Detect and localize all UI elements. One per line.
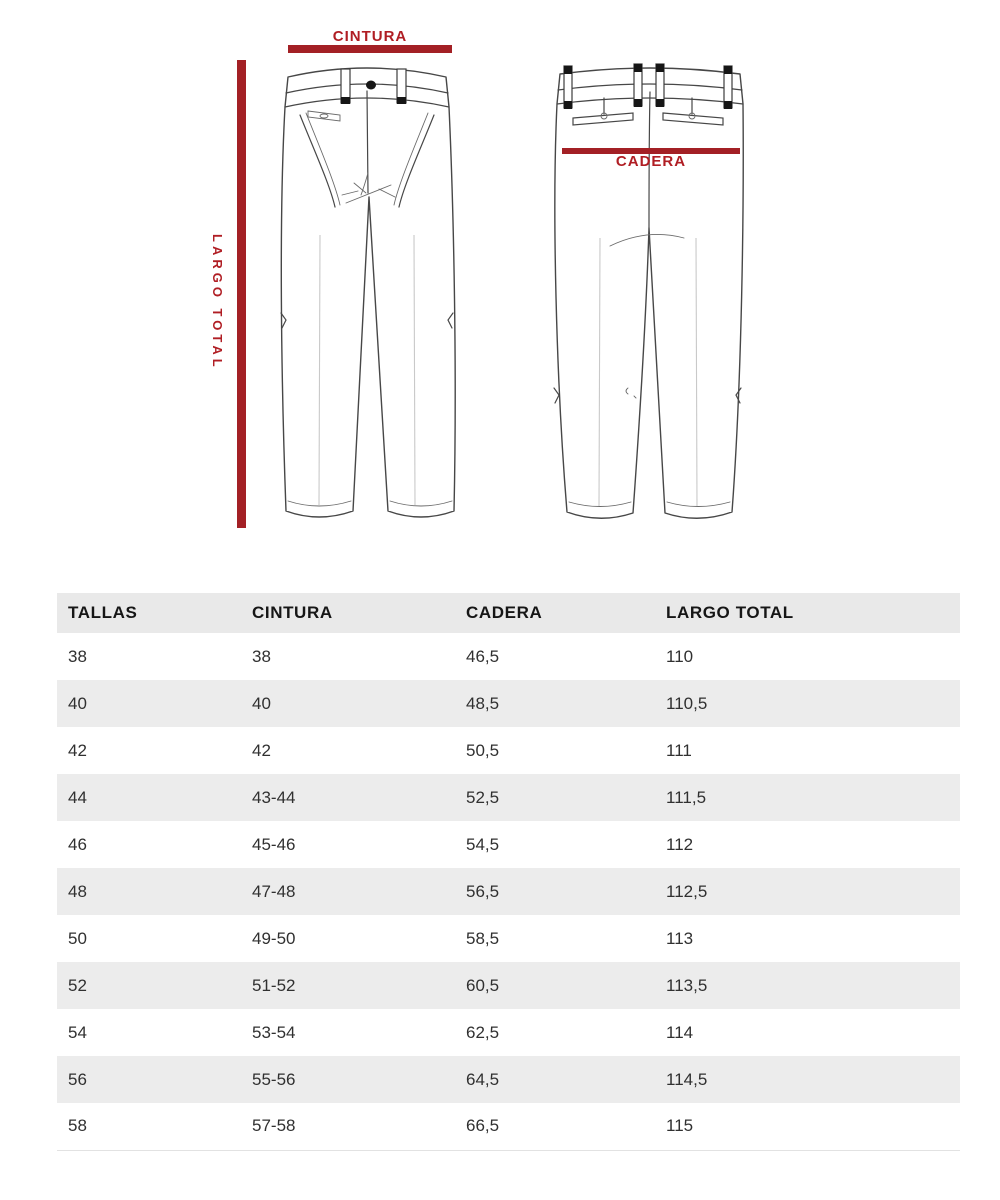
table-cell: 111 bbox=[666, 740, 692, 760]
table-row bbox=[57, 633, 960, 680]
cadera-measure-label: CADERA bbox=[615, 153, 687, 170]
table-cell: 58 bbox=[68, 1116, 87, 1136]
table-row bbox=[57, 680, 960, 727]
table-cell: 38 bbox=[68, 646, 87, 666]
pants-front-drawing bbox=[278, 55, 456, 533]
pants-back-drawing bbox=[552, 58, 744, 532]
table-cell: 48 bbox=[68, 881, 87, 901]
table-cell: 54 bbox=[68, 1022, 87, 1042]
table-cell: 52,5 bbox=[466, 787, 500, 807]
table-cell: 50 bbox=[68, 928, 87, 948]
table-cell: 112,5 bbox=[666, 881, 708, 901]
table-cell: 43-44 bbox=[252, 787, 296, 807]
table-cell: 64,5 bbox=[466, 1069, 500, 1089]
table-row bbox=[57, 915, 960, 962]
size-table-header-row bbox=[57, 593, 960, 633]
table-cell: 42 bbox=[252, 740, 271, 760]
table-cell: 58,5 bbox=[466, 928, 500, 948]
table-cell: 48,5 bbox=[466, 693, 500, 713]
table-cell: 38 bbox=[252, 646, 271, 666]
table-row bbox=[57, 868, 960, 915]
table-cell: 113 bbox=[666, 928, 694, 948]
table-cell: 111,5 bbox=[666, 787, 707, 807]
table-cell: 54,5 bbox=[466, 834, 500, 854]
table-cell: 115 bbox=[666, 1116, 694, 1136]
pants-measurement-diagram bbox=[0, 0, 1000, 593]
table-cell: 50,5 bbox=[466, 740, 500, 760]
table-cell: 57-58 bbox=[252, 1116, 296, 1136]
cintura-measure-label: CINTURA bbox=[332, 28, 408, 45]
cintura-measure-bar bbox=[288, 45, 452, 53]
table-cell: 46,5 bbox=[466, 646, 500, 666]
table-cell: 55-56 bbox=[252, 1069, 296, 1089]
table-row bbox=[57, 1103, 960, 1150]
table-cell: 110 bbox=[666, 646, 694, 666]
table-cell: 52 bbox=[68, 975, 87, 995]
table-cell: 56 bbox=[68, 1069, 87, 1089]
table-cell: 47-48 bbox=[252, 881, 296, 901]
table-row bbox=[57, 1009, 960, 1056]
size-table-section bbox=[57, 593, 960, 1151]
table-cell: 112 bbox=[666, 834, 694, 854]
table-row bbox=[57, 821, 960, 868]
column-header-cadera: CADERA bbox=[466, 603, 543, 622]
table-cell: 110,5 bbox=[666, 693, 708, 713]
table-cell: 40 bbox=[68, 693, 87, 713]
size-table bbox=[57, 593, 960, 1151]
table-row bbox=[57, 962, 960, 1009]
table-cell: 40 bbox=[252, 693, 271, 713]
column-header-cintura: CINTURA bbox=[252, 603, 333, 622]
table-cell: 114,5 bbox=[666, 1069, 708, 1089]
table-cell: 44 bbox=[68, 787, 87, 807]
table-row bbox=[57, 1056, 960, 1103]
table-row bbox=[57, 774, 960, 821]
table-cell: 51-52 bbox=[252, 975, 296, 995]
table-cell: 114 bbox=[666, 1022, 694, 1042]
table-cell: 53-54 bbox=[252, 1022, 296, 1042]
column-header-tallas: TALLAS bbox=[68, 603, 138, 622]
table-cell: 66,5 bbox=[466, 1116, 500, 1136]
largo-total-measure-bar bbox=[237, 60, 246, 528]
largo-total-measure-label: LARGO TOTAL bbox=[210, 233, 225, 371]
table-cell: 49-50 bbox=[252, 928, 296, 948]
table-cell: 56,5 bbox=[466, 881, 500, 901]
table-cell: 113,5 bbox=[666, 975, 708, 995]
table-cell: 60,5 bbox=[466, 975, 500, 995]
table-row bbox=[57, 727, 960, 774]
table-cell: 46 bbox=[68, 834, 87, 854]
table-cell: 42 bbox=[68, 740, 87, 760]
table-cell: 62,5 bbox=[466, 1022, 500, 1042]
column-header-largo-total: LARGO TOTAL bbox=[666, 603, 794, 622]
table-cell: 45-46 bbox=[252, 834, 296, 854]
size-table-body bbox=[57, 633, 960, 1150]
